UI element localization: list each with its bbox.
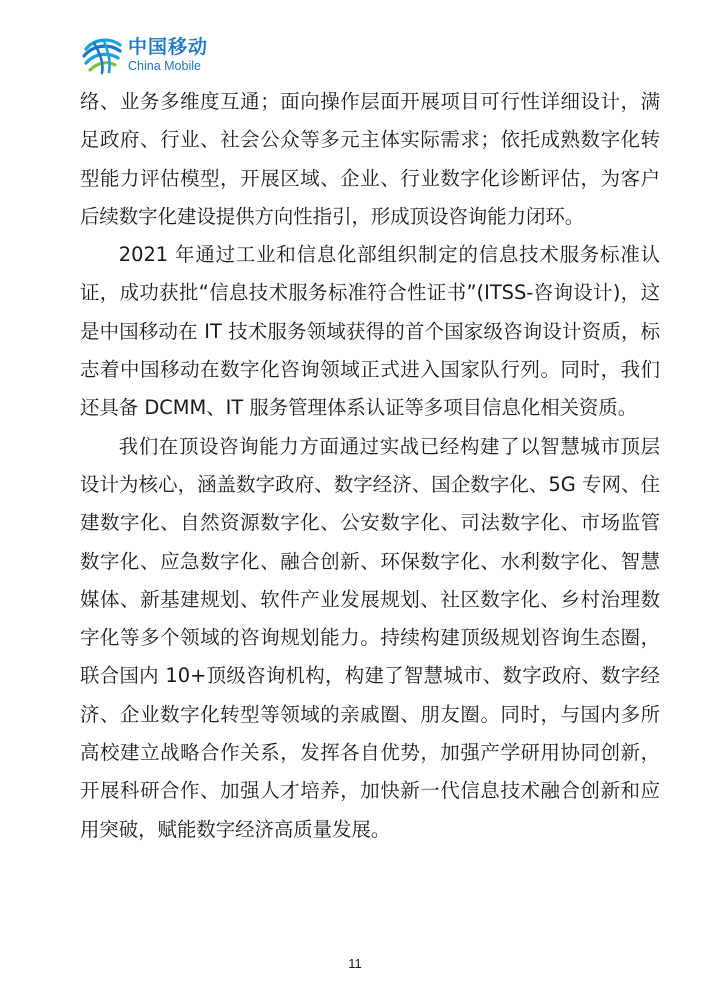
logo-title-en: China Mobile (128, 58, 201, 73)
page-number: 11 (348, 956, 362, 971)
paragraph-consulting-capability: 我们在顶设咨询能力方面通过实战已经构建了以智慧城市顶层设计为核心，涵盖数字政府、数字经济、国企数字化、5G 专网、住建数字化、自然资源数字化、公安数字化、司法数字化、市场监管数字化、应急数字化、融合创新、环保数字化、水利数字化、智慧媒体、新基建规划、软件产业发展规划、社区数字化、乡村治理数字化等多个领域的咨询规划能力。持续构建顶级规划咨询生态圈，联合国内 10+顶级咨询机构，构建了智慧城市、数字政府、数字经济、企业数字化转型等领域的亲戚圈、朋友圈。同时，与国内多所高校建立战略合作关系，发挥各自优势，加强产学研用协同创新，开展科研合作、加强人才培养，加快新一代信息技术融合创新和应用突破，赋能数字经济高质量发展。 (80, 434, 660, 841)
header-logo (80, 34, 208, 76)
logo-title-cn: 中国移动 (128, 35, 209, 58)
china-mobile-logo-icon (80, 35, 124, 75)
paragraph-itss-certification: 2021 年通过工业和信息化部组织制定的信息技术服务标准认证，成功获批“信息技术服务标准符合性证书”(ITSS-咨询设计)，这是中国移动在 IT 技术服务领域获得的首个国家级咨询设计资质，标志着中国移动在数字化咨询领域正式进入国家队行列。同时，我们还具备 DCMM、IT 服务管理体系认证等多项目信息化相关资质。 (80, 243, 660, 420)
document-body (80, 83, 660, 849)
paragraph-continued: 络、业务多维度互通；面向操作层面开展项目可行性详细设计，满足政府、行业、社会公众等多元主体实际需求；依托成熟数字化转型能力评估模型，开展区域、企业、行业数字化诊断评估，为客户后续数字化建设提供方向性指引，形成顶设咨询能力闭环。 (80, 90, 660, 228)
